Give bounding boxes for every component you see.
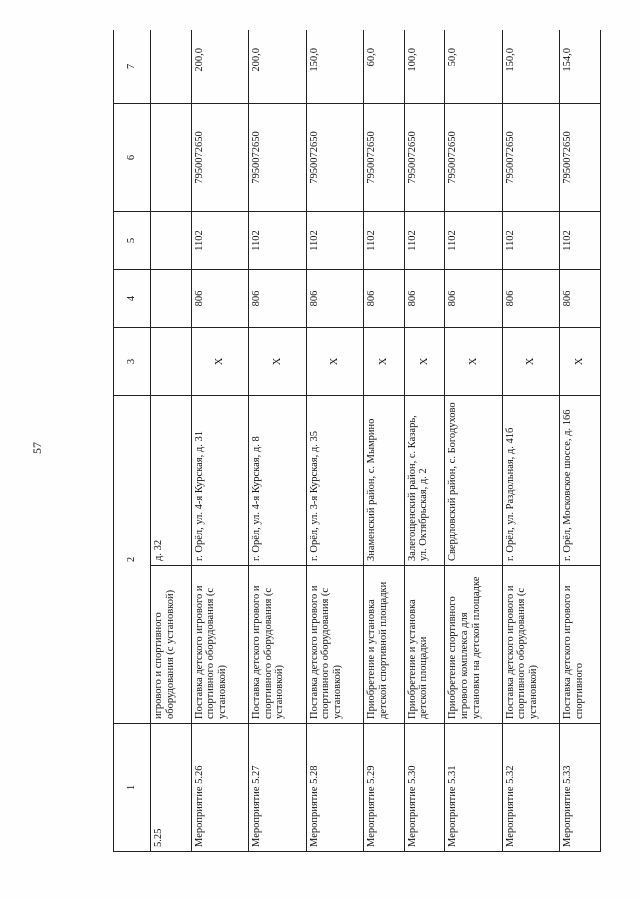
table-row <box>306 30 363 852</box>
measure-cell: Мероприятие 5.31 <box>445 724 502 852</box>
header-cell-6: 6 <box>114 104 151 212</box>
code-806-cell <box>151 270 192 328</box>
measure-cell: Мероприятие 5.26 <box>191 724 248 852</box>
code-806-cell: 806 <box>560 270 601 328</box>
budget-table-rotated <box>113 30 601 852</box>
header-cell-1: 1 <box>114 724 151 852</box>
name-cell: игрового и спортивного оборудования (с установкой) <box>151 566 192 724</box>
x-mark-cell: X <box>404 328 445 396</box>
header-row <box>114 30 151 852</box>
amount-cell: 154,0 <box>560 30 601 104</box>
header-cell-4: 4 <box>114 270 151 328</box>
table-row <box>445 30 502 852</box>
address-cell: Знаменский район, с. Мымрино <box>364 396 405 566</box>
header-cell-2: 2 <box>114 396 151 724</box>
budget-table <box>113 30 601 852</box>
code-806-cell: 806 <box>445 270 502 328</box>
amount-cell: 100,0 <box>404 30 445 104</box>
amount-cell: 60,0 <box>364 30 405 104</box>
measure-cell: Мероприятие 5.29 <box>364 724 405 852</box>
amount-cell: 150,0 <box>502 30 559 104</box>
target-code-cell <box>151 104 192 212</box>
x-mark-cell: X <box>364 328 405 396</box>
table-row <box>404 30 445 852</box>
table-row <box>560 30 601 852</box>
measure-cell: Мероприятие 5.28 <box>306 724 363 852</box>
code-1102-cell: 1102 <box>249 212 306 270</box>
code-1102-cell: 1102 <box>445 212 502 270</box>
target-code-cell: 7950072650 <box>404 104 445 212</box>
address-cell: Свердловский район, с. Богодухово <box>445 396 502 566</box>
target-code-cell: 7950072650 <box>191 104 248 212</box>
header-cell-3: 3 <box>114 328 151 396</box>
address-cell: д. 32 <box>151 396 192 566</box>
name-cell: Поставка детского игрового и спортивного оборудования (с установкой) <box>249 566 306 724</box>
address-cell: Залегощенский район, с. Казарь, ул. Октябрьская, д. 2 <box>404 396 445 566</box>
amount-cell <box>151 30 192 104</box>
code-806-cell: 806 <box>249 270 306 328</box>
measure-cell: Мероприятие 5.30 <box>404 724 445 852</box>
table-row <box>191 30 248 852</box>
code-1102-cell <box>151 212 192 270</box>
code-806-cell: 806 <box>306 270 363 328</box>
page-number: 57 <box>30 442 44 454</box>
amount-cell: 50,0 <box>445 30 502 104</box>
measure-cell: Мероприятие 5.27 <box>249 724 306 852</box>
table-row <box>502 30 559 852</box>
name-cell: Поставка детского игрового и спортивного оборудования (с установкой) <box>191 566 248 724</box>
code-1102-cell: 1102 <box>364 212 405 270</box>
code-1102-cell: 1102 <box>560 212 601 270</box>
address-cell: г. Орёл, ул. 4-я Курская, д. 8 <box>249 396 306 566</box>
budget-table-frame <box>113 30 601 852</box>
header-cell-5: 5 <box>114 212 151 270</box>
code-1102-cell: 1102 <box>306 212 363 270</box>
name-cell: Приобретение и установка детской спортивной площадки <box>364 566 405 724</box>
address-cell: г. Орёл, Московское шоссе, д. 166 <box>560 396 601 566</box>
x-mark-cell <box>151 328 192 396</box>
header-cell-7: 7 <box>114 30 151 104</box>
name-cell: Приобретение спортивного игрового комплекса для установки на детской площадке <box>445 566 502 724</box>
table-row <box>364 30 405 852</box>
code-1102-cell: 1102 <box>191 212 248 270</box>
code-806-cell: 806 <box>404 270 445 328</box>
x-mark-cell: X <box>502 328 559 396</box>
target-code-cell: 7950072650 <box>306 104 363 212</box>
code-806-cell: 806 <box>191 270 248 328</box>
address-cell: г. Орёл, ул. 3-я Курская, д. 35 <box>306 396 363 566</box>
x-mark-cell: X <box>306 328 363 396</box>
amount-cell: 200,0 <box>191 30 248 104</box>
table-row <box>249 30 306 852</box>
x-mark-cell: X <box>445 328 502 396</box>
address-cell: г. Орёл, ул. Раздольная, д. 41б <box>502 396 559 566</box>
name-cell: Поставка детского игрового и спортивного оборудования (с установкой) <box>306 566 363 724</box>
x-mark-cell: X <box>249 328 306 396</box>
measure-cell: Мероприятие 5.32 <box>502 724 559 852</box>
name-cell: Поставка детского игрового и спортивного <box>560 566 601 724</box>
measure-cell: 5.25 <box>151 724 192 852</box>
table-row <box>151 30 192 852</box>
code-1102-cell: 1102 <box>404 212 445 270</box>
code-1102-cell: 1102 <box>502 212 559 270</box>
address-cell: г. Орёл, ул. 4-я Курская, д. 31 <box>191 396 248 566</box>
target-code-cell: 7950072650 <box>502 104 559 212</box>
name-cell: Приобретение и установка детской площадки <box>404 566 445 724</box>
amount-cell: 150,0 <box>306 30 363 104</box>
code-806-cell: 806 <box>364 270 405 328</box>
x-mark-cell: X <box>191 328 248 396</box>
name-cell: Поставка детского игрового и спортивного оборудования (с установкой) <box>502 566 559 724</box>
target-code-cell: 7950072650 <box>249 104 306 212</box>
target-code-cell: 7950072650 <box>364 104 405 212</box>
target-code-cell: 7950072650 <box>560 104 601 212</box>
code-806-cell: 806 <box>502 270 559 328</box>
x-mark-cell: X <box>560 328 601 396</box>
target-code-cell: 7950072650 <box>445 104 502 212</box>
measure-cell: Мероприятие 5.33 <box>560 724 601 852</box>
amount-cell: 200,0 <box>249 30 306 104</box>
